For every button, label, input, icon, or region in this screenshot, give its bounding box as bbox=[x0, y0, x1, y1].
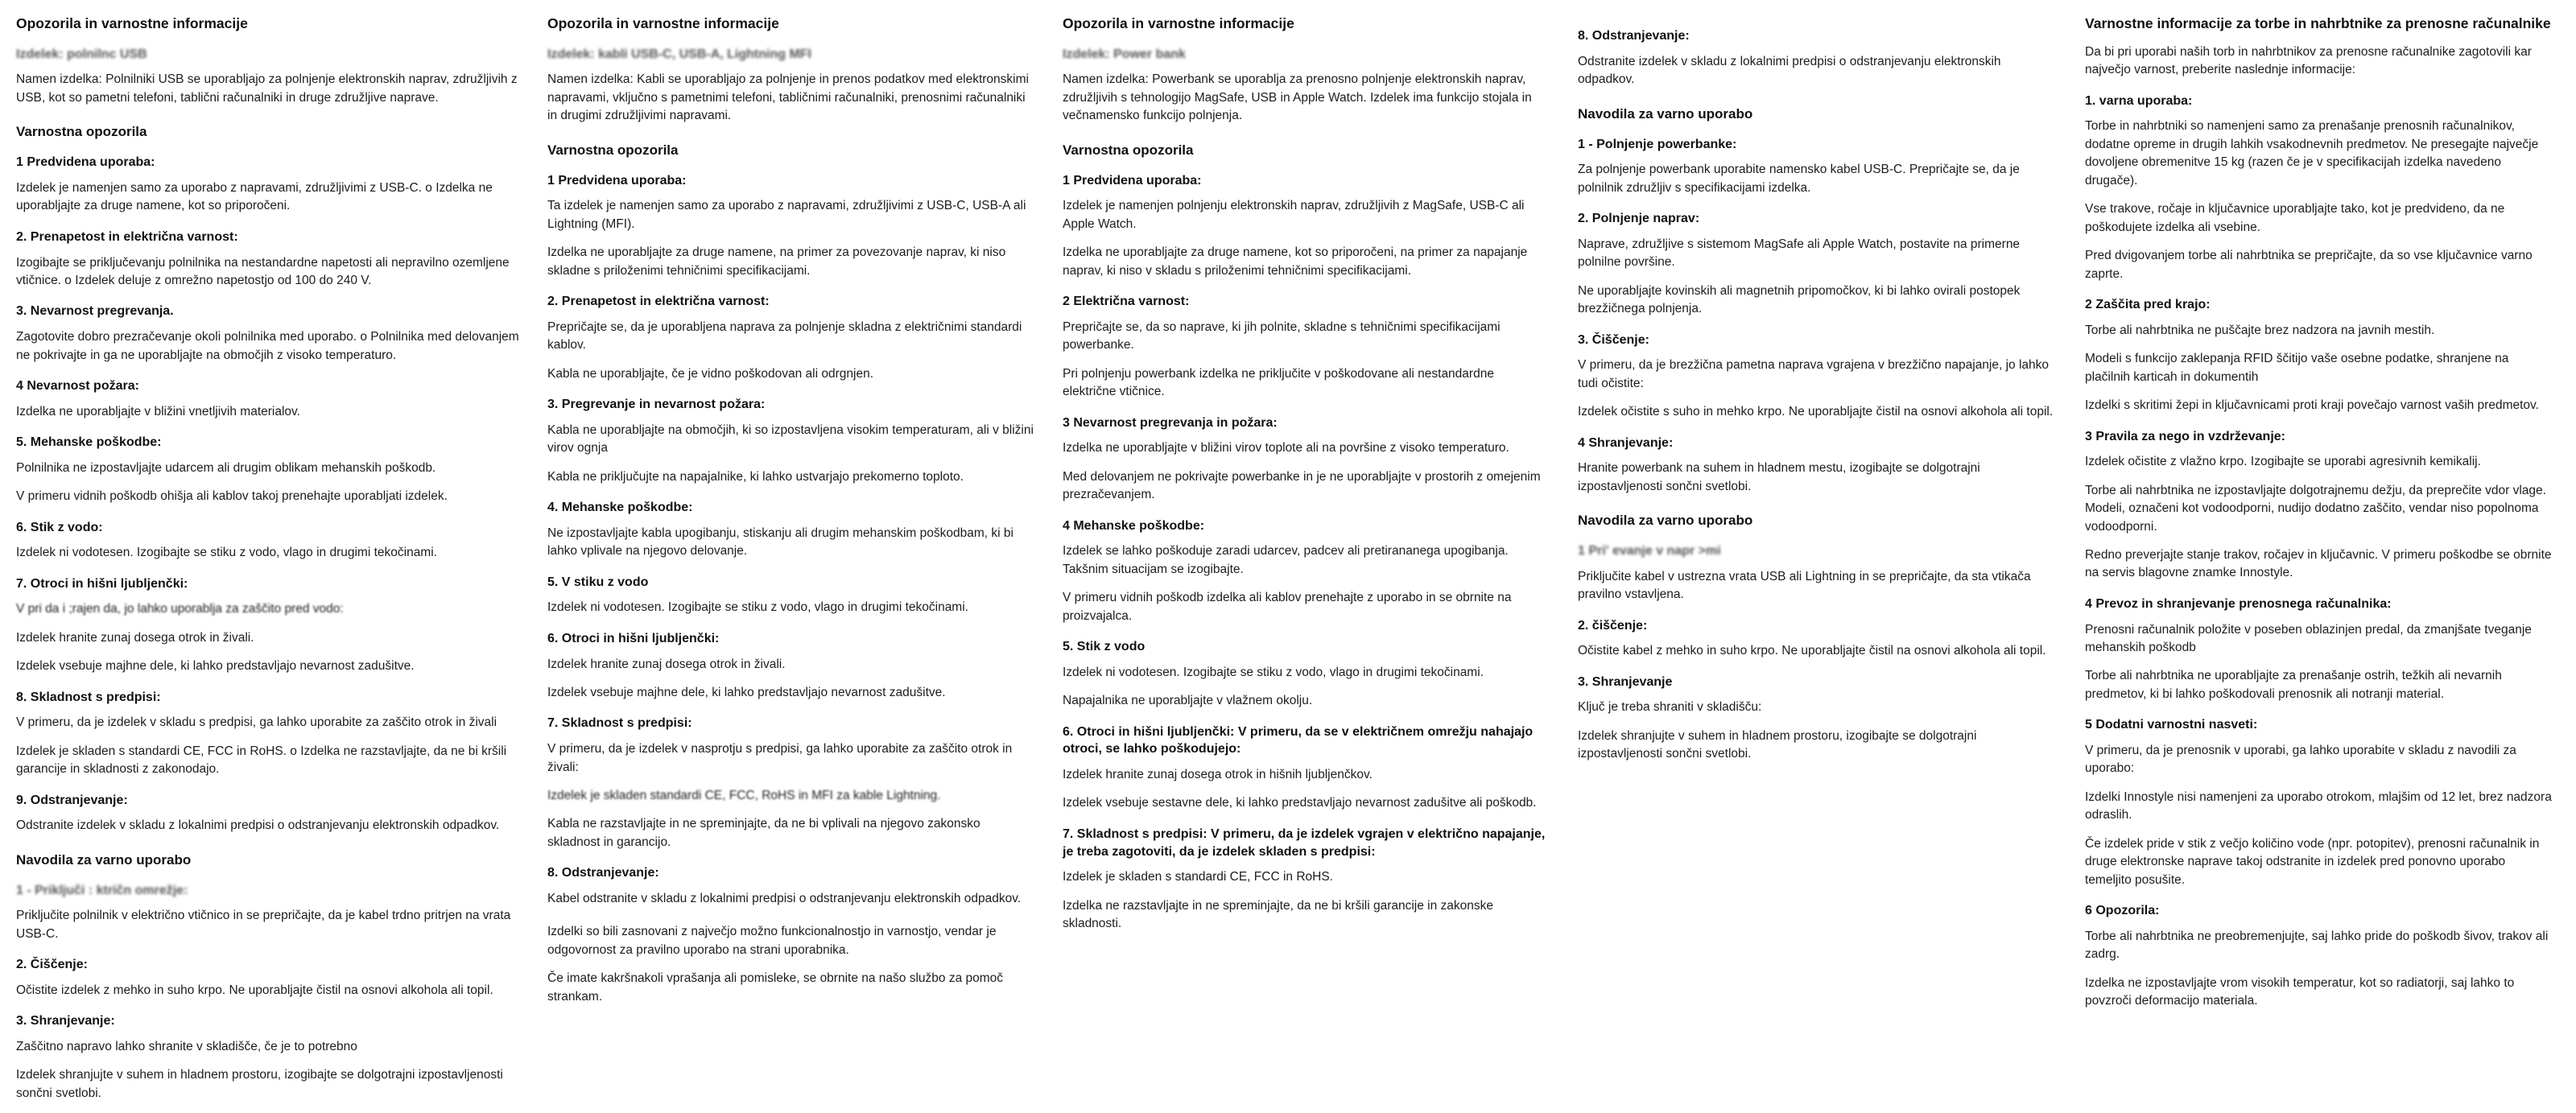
list-item-heading: 2. čiščenje: bbox=[1578, 618, 1648, 633]
redacted-text: V pri da i ;rajen da, jo lahko uporablja za zaščito pred vodo: bbox=[16, 602, 344, 616]
paragraph: Prenosni računalnik položite v poseben oblazinjen predal, da zmanjšate tveganje mehanskih poškodb bbox=[2085, 622, 2532, 654]
paragraph: Izdelek je namenjen polnjenju elektronskih naprav, združljivih z MagSafe, USB-C ali Apple Watch. bbox=[1063, 199, 1525, 231]
list-item-heading: 6. Stik z vodo: bbox=[16, 520, 103, 534]
paragraph: Izdelek je skladen s standardi CE, FCC in RoHS. bbox=[1063, 870, 1333, 884]
paragraph: Napajalnika ne uporabljajte v vlažnem okolju. bbox=[1063, 694, 1313, 708]
paragraph: Torbe ali nahrbtnika ne izpostavljajte dolgotrajnemu dežju, da preprečite vdor vlage. Modeli, označeni kot vodoodporni, nudijo dodatno zaščito, vendar niso popolnoma vodoodporni. bbox=[2085, 483, 2546, 534]
list-item-heading: 1 - Polnjenje powerbanke: bbox=[1578, 137, 1737, 151]
subsection-title: Varnostna opozorila bbox=[16, 124, 147, 140]
list-item-heading: 3. Čiščenje: bbox=[1578, 332, 1649, 347]
redacted-text: 1 Pri' evanje v napr >mi bbox=[1578, 544, 1721, 559]
paragraph: Izdelki so bili zasnovani z največjo možno funkcionalnostjo in varnostjo, vendar je odgovornost za pravilno uporabo na strani uporabnika. bbox=[547, 925, 997, 957]
paragraph: V primeru vidnih poškodb izdelka ali kablov prenehajte z uporabo in se obrnite na proizvajalca. bbox=[1063, 591, 1512, 623]
paragraph: Izdelek hranite zunaj dosega otrok in živali. bbox=[547, 657, 786, 671]
paragraph: Pred dvigovanjem torbe ali nahrbtnika se prepričajte, da so vse ključavnice varno zaprte. bbox=[2085, 249, 2533, 281]
list-item-heading bbox=[1578, 542, 2058, 560]
list-item-heading: 3 Nevarnost pregrevanja in požara: bbox=[1063, 415, 1278, 430]
paragraph: Pri polnjenju powerbank izdelka ne priključite v poškodovane ali nestandardne električne vtičnice. bbox=[1063, 366, 1494, 399]
paragraph: Torbe ali nahrbtnika ne puščajte brez nadzora na javnih mestih. bbox=[2085, 323, 2435, 337]
paragraph bbox=[547, 787, 1035, 805]
list-item-heading: 5 Dodatni varnostni nasveti: bbox=[2085, 718, 2258, 732]
redacted-text: Izdelek: kabli USB-C, USB-A, Lightning MFI bbox=[547, 47, 811, 61]
paragraph: Ta izdelek je namenjen samo za uporabo z napravami, združljivimi z USB-C, USB-A ali Lightning (MFI). bbox=[547, 199, 1026, 231]
paragraph: Izdelek se lahko poškoduje zaradi udarcev, padcev ali pretirananega upogibanja. Takšnim situacijam se izogibajte. bbox=[1063, 544, 1509, 576]
paragraph bbox=[16, 600, 520, 618]
list-item-heading: 5. V stiku z vodo bbox=[547, 575, 649, 589]
subsection-title: Navodila za varno uporabo bbox=[16, 851, 192, 868]
paragraph: Torbe ali nahrbtnika ne uporabljajte za prenašanje ostrih, težkih ali nevarnih predmetov, ki bi lahko poškodovali prenosnik ali notranji material. bbox=[2085, 669, 2502, 701]
subsection-title: Varnostna opozorila bbox=[547, 142, 679, 158]
list-item-heading: 3. Pregrevanje in nevarnost požara: bbox=[547, 398, 766, 412]
paragraph: V primeru, da je prenosnik v uporabi, ga lahko uporabite v skladu z navodili za uporabo: bbox=[2085, 743, 2516, 776]
paragraph: Izdelek shranjujte v suhem in hladnem prostoru, izogibajte se dolgotrajni izpostavljenosti sončni svetlobi. bbox=[16, 1068, 503, 1100]
paragraph: Namen izdelka: Polnilniki USB se uporabljajo za polnjenje elektronskih naprav, združljivih z USB, kot so pametni telefoni, tablični računalniki in druge združljive naprave. bbox=[16, 72, 518, 105]
list-item-heading: 3. Nevarnost pregrevanja. bbox=[16, 304, 174, 319]
paragraph: Ne izpostavljajte kabla upogibanju, stiskanju ali drugim mehanskim poškodbam, ki bi lahko vplivale na njegovo delovanje. bbox=[547, 526, 1013, 559]
paragraph: Izdelka ne uporabljajte v bližini virov toplote ali na površine z visoko temperaturo. bbox=[1063, 441, 1509, 456]
redacted-text: Izdelek je skladen standardi CE, FCC, RoHS in MFI za kable Lightning. bbox=[547, 788, 941, 802]
paragraph: Redno preverjajte stanje trakov, ročajev in ključavnic. V primeru poškodbe se obrnite na servis blagovne znamke Innostyle. bbox=[2085, 547, 2552, 580]
paragraph: Priključite kabel v ustrezna vrata USB ali Lightning in se prepričajte, da sta vtikača pravilno vstavljena. bbox=[1578, 569, 2031, 602]
list-item-heading: 6 Opozorila: bbox=[2085, 904, 2160, 918]
section-title: Opozorila in varnostne informacije bbox=[547, 15, 779, 31]
document-column-disposal-usage bbox=[1578, 14, 2085, 774]
paragraph: Kabla ne priključujte na napajalnike, ki lahko ustvarjajo prekomerno toploto. bbox=[547, 469, 964, 484]
paragraph: Izdelek hranite zunaj dosega otrok in hišnih ljubljenčkov. bbox=[1063, 767, 1373, 781]
list-item-heading: 3 Pravila za nego in vzdrževanje: bbox=[2085, 429, 2285, 443]
paragraph: Odstranite izdelek v skladu z lokalnimi predpisi o odstranjevanju elektronskih odpadkov. bbox=[16, 818, 500, 833]
paragraph: Da bi pri uporabi naših torb in nahrbtnikov za prenosne računalnike zagotovili kar največjo varnost, preberite naslednje informacije: bbox=[2085, 44, 2532, 77]
paragraph: Torbe in nahrbtniki so namenjeni samo za prenašanje prenosnih računalnikov, dodatne opreme in drugih lahkih vsakodnevnih predmetov. Ne presegajte največje dovoljene obremenitve 15 kg (razen če je v specifikacijah izdelka navedeno drugače). bbox=[2085, 119, 2539, 188]
list-item-heading: 8. Odstranjevanje: bbox=[1578, 29, 1690, 43]
list-item-heading: 3. Shranjevanje: bbox=[16, 1014, 115, 1028]
paragraph: Očistite izdelek z mehko in suho krpo. Ne uporabljajte čistil na osnovi alkohola ali topil. bbox=[16, 983, 493, 997]
paragraph: Izdelek ni vodotesen. Izogibajte se stiku z vodo, vlago in drugimi tekočinami. bbox=[1063, 665, 1484, 679]
redacted-text: Izdelek: Power bank bbox=[1063, 47, 1186, 61]
list-item-heading: 7. Skladnost s predpisi: V primeru, da je izdelek vgrajen v električno napajanje, je treba zagotoviti, da je izdelek skladen s predpisi: bbox=[1063, 827, 1546, 859]
paragraph: Izdelek je skladen s standardi CE, FCC in RoHS. o Izdelka ne razstavljajte, da ne bi kršili garancije in skladnosti z zakonodajo. bbox=[16, 744, 507, 777]
list-item-heading bbox=[1063, 46, 1550, 64]
list-item-heading: 5. Mehanske poškodbe: bbox=[16, 435, 162, 450]
paragraph: Izdelka ne uporabljajte za druge namene, kot so priporočeni, na primer za napajanje naprav, ki niso v skladu s priloženimi tehničnimi specifikacijami. bbox=[1063, 245, 1528, 278]
list-item-heading: 8. Odstranjevanje: bbox=[547, 866, 659, 880]
paragraph: Polnilnika ne izpostavljajte udarcem ali drugim oblikam mehanskih poškodb. bbox=[16, 460, 436, 475]
paragraph: Izdelki Innostyle nisi namenjeni za uporabo otrokom, mlajšim od 12 let, brez nadzora odraslih. bbox=[2085, 789, 2552, 822]
list-item-heading: 6. Otroci in hišni ljubljenčki: bbox=[547, 631, 720, 645]
paragraph: V primeru vidnih poškodb ohišja ali kablov takoj prenehajte uporabljati izdelek. bbox=[16, 489, 448, 504]
paragraph: Izdelek ni vodotesen. Izogibajte se stiku z vodo, vlago in drugimi tekočinami. bbox=[16, 546, 437, 560]
list-item-heading: 9. Odstranjevanje: bbox=[16, 793, 128, 807]
document-column-powerbank bbox=[1063, 14, 1578, 944]
list-item-heading: 6. Otroci in hišni ljubljenčki: V primeru, da se v električnem omrežju nahajajo otroci, se lahko poškodujejo: bbox=[1063, 724, 1534, 756]
paragraph: Izdelek ni vodotesen. Izogibajte se stiku z vodo, vlago in drugimi tekočinami. bbox=[547, 600, 968, 615]
list-item-heading: 4 Mehanske poškodbe: bbox=[1063, 518, 1205, 533]
paragraph: Za polnjenje powerbank uporabite namensko kabel USB-C. Prepričajte se, da je polnilnik združljiv s specifikacijami izdelka. bbox=[1578, 163, 2020, 195]
paragraph: Zaščitno napravo lahko shranite v skladišče, če je to potrebno bbox=[16, 1039, 357, 1053]
paragraph: Vse trakove, ročaje in ključavnice uporabljajte tako, kot je predvideno, da ne poškodujete izdelka ali vsebine. bbox=[2085, 202, 2505, 234]
paragraph: V primeru, da je izdelek v skladu s predpisi, ga lahko uporabite za zaščito otrok in živali bbox=[16, 715, 497, 730]
paragraph: Modeli s funkcijo zaklepanja RFID ščitijo vaše osebne podatke, shranjene na plačilnih karticah in dokumentih bbox=[2085, 352, 2509, 384]
list-item-heading: 2. Čiščenje: bbox=[16, 958, 88, 972]
list-item-heading: 7. Skladnost s predpisi: bbox=[547, 716, 692, 731]
document-column-usb-a-lightning bbox=[547, 14, 1063, 1016]
list-item-heading: 4 Prevoz in shranjevanje prenosnega računalnika: bbox=[2085, 596, 2392, 611]
list-item-heading: 2 Električna varnost: bbox=[1063, 295, 1190, 309]
list-item-heading bbox=[547, 46, 1035, 64]
paragraph: Med delovanjem ne pokrivajte powerbanke in je ne uporabljajte v prostorih z omejenim prezračevanjem. bbox=[1063, 469, 1541, 502]
paragraph: Ključ je treba shraniti v skladišču: bbox=[1578, 700, 1762, 715]
paragraph: Torbe ali nahrbtnika ne preobremenjujte, saj lahko pride do poškodb šivov, trakov ali zadrg. bbox=[2085, 929, 2549, 962]
paragraph: Prepričajte se, da so naprave, ki jih polnite, skladne s tehničnimi specifikacijami powerbanke. bbox=[1063, 319, 1501, 352]
list-item-heading: 2. Polnjenje naprav: bbox=[1578, 212, 1700, 226]
list-item-heading bbox=[16, 46, 520, 64]
list-item-heading: 1. varna uporaba: bbox=[2085, 93, 2193, 108]
paragraph: Izdelka ne uporabljajte za druge namene, na primer za povezovanje naprav, ki niso skladne s priloženimi tehničnimi specifikacijami. bbox=[547, 245, 1006, 278]
paragraph: Kabla ne uporabljajte, če je vidno poškodovan ali odrgnjen. bbox=[547, 366, 874, 381]
list-item-heading: 1 Predvidena uporaba: bbox=[1063, 173, 1202, 188]
subsection-title: Varnostna opozorila bbox=[1063, 142, 1194, 158]
paragraph: Izdelek očistite z vlažno krpo. Izogibajte se uporabi agresivnih kemikalij. bbox=[2085, 455, 2481, 469]
list-item-heading: 8. Skladnost s predpisi: bbox=[16, 690, 161, 704]
document-column-usb-cable bbox=[16, 14, 547, 1113]
list-item-heading: 5. Stik z vodo bbox=[1063, 640, 1146, 654]
paragraph: Namen izdelka: Powerbank se uporablja za prenosno polnjenje elektronskih naprav, združljivih s tehnologijo MagSafe, USB in Apple Watch. Izdelek ima funkcijo stojala in večnamensko funkcijo polnjenja. bbox=[1063, 72, 1532, 123]
paragraph: Izdelek shranjujte v suhem in hladnem prostoru, izogibajte se dolgotrajni izpostavljenosti sončni svetlobi. bbox=[1578, 728, 1977, 761]
section-title: Opozorila in varnostne informacije bbox=[1063, 15, 1294, 31]
paragraph: Izdelek vsebuje majhne dele, ki lahko predstavljajo nevarnost zadušitve. bbox=[16, 659, 415, 674]
section-title: Varnostne informacije za torbe in nahrbtnike za prenosne računalnike bbox=[2085, 15, 2551, 31]
list-item-heading bbox=[16, 882, 520, 900]
section-title: Opozorila in varnostne informacije bbox=[16, 15, 248, 31]
list-item-heading: 2. Prenapetost in električna varnost: bbox=[16, 229, 238, 244]
redacted-text: Izdelek: polnilnc USB bbox=[16, 47, 147, 61]
paragraph: Očistite kabel z mehko in suho krpo. Ne uporabljajte čistil na osnovi alkohola ali topil. bbox=[1578, 644, 2046, 658]
paragraph: Če imate kakršnakoli vprašanja ali pomislekе, se obrnite na našo službo za pomoč strankam. bbox=[547, 971, 1004, 1004]
paragraph: Izdelka ne uporabljajte v bližini vnetljivih materialov. bbox=[16, 404, 300, 418]
list-item-heading: 7. Otroci in hišni ljubljenčki: bbox=[16, 576, 188, 591]
paragraph: Ne uporabljajte kovinskih ali magnetnih pripomočkov, ki bi lahko ovirali postopek brezžičnega polnjenja. bbox=[1578, 283, 2021, 316]
list-item-heading: 2. Prenapetost in električna varnost: bbox=[547, 295, 770, 309]
list-item-heading: 3. Shranjevanje bbox=[1578, 674, 1673, 689]
paragraph: Kabla ne uporabljajte na območjih, ki so izpostavljena visokim temperaturam, ali v bližini virov ognja bbox=[547, 423, 1034, 456]
document-column-laptop-bags bbox=[2085, 14, 2560, 1021]
paragraph: Izdelek vsebuje majhne dele, ki lahko predstavljajo nevarnost zadušitve. bbox=[547, 685, 946, 699]
redacted-text: 1 - Priključi : ktričn omrežje: bbox=[16, 883, 188, 897]
paragraph: Odstranite izdelek v skladu z lokalnimi predpisi o odstranjevanju elektronskih odpadkov. bbox=[1578, 54, 2001, 87]
list-item-heading: 1 Predvidena uporaba: bbox=[547, 173, 687, 188]
paragraph: Izdelka ne razstavljajte in ne spreminjajte, da ne bi kršili garancije in zakonske skladnosti. bbox=[1063, 898, 1494, 931]
list-item-heading: 4 Nevarnost požara: bbox=[16, 378, 139, 393]
paragraph: Izdelek je namenjen samo za uporabo z napravami, združljivimi z USB-C. o Izdelka ne uporabljajte za druge namene, kot so priporočeni. bbox=[16, 180, 493, 213]
list-item-heading: 4. Mehanske poškodbe: bbox=[547, 501, 693, 515]
list-item-heading: 2 Zaščita pred krajo: bbox=[2085, 298, 2211, 312]
paragraph: Hranite powerbank na suhem in hladnem mestu, izogibajte se dolgotrajni izpostavljenosti sončni svetlobi. bbox=[1578, 461, 1980, 493]
paragraph: Izdelka ne izpostavljajte vrom visokih temperatur, kot so radiatorji, saj lahko to povzroči deformacijo materiala. bbox=[2085, 975, 2515, 1008]
paragraph: Izdelki s skritimi žepi in ključavnicami proti kraji povečajo varnost vaših predmetov. bbox=[2085, 398, 2539, 413]
paragraph: Priključite polnilnik v električno vtičnico in se prepričajte, da je kabel trdno pritrjen na vrata USB-C. bbox=[16, 909, 511, 941]
list-item-heading: 4 Shranjevanje: bbox=[1578, 435, 1674, 450]
paragraph: Izdelek vsebuje sestavne dele, ki lahko predstavljajo nevarnost zadušitve ali poškodb. bbox=[1063, 796, 1537, 810]
paragraph: Kabel odstranite v skladu z lokalnimi predpisi o odstranjevanju elektronskih odpadkov. bbox=[547, 891, 1022, 905]
list-item-heading: 1 Predvidena uporaba: bbox=[16, 155, 155, 170]
paragraph: Naprave, združljive s sistemom MagSafe ali Apple Watch, postavite na primerne polnilne površine. bbox=[1578, 237, 2021, 270]
paragraph: V primeru, da je brezžična pametna naprava vgrajena v brezžično napajanje, jo lahko tudi očistite: bbox=[1578, 358, 2050, 390]
paragraph: Prepričajte se, da je uporabljena naprava za polnjenje skladna z električnimi standardi kablov. bbox=[547, 319, 1022, 352]
paragraph: Če izdelek pride v stik z večjo količino vode (npr. potopitev), prenosni računalnik in druge elektronske naprave takoj odstranite in izdelek pred ponovno uporabo temeljito posušite. bbox=[2085, 836, 2540, 887]
paragraph: Zagotovite dobro prezračevanje okoli polnilnika med uporabo. o Polnilnika med delovanjem ne pokrivajte in ga ne uporabljajte na območjih z visoko temperaturo. bbox=[16, 330, 519, 362]
paragraph: V primeru, da je izdelek v nasprotju s predpisi, ga lahko uporabite za zaščito otrok in živali: bbox=[547, 742, 1013, 774]
paragraph: Kabla ne razstavljajte in ne spreminjajte, da ne bi vplivali na njegovo zakonsko skladnost in garancijo. bbox=[547, 817, 980, 849]
paragraph: Namen izdelka: Kabli se uporabljajo za polnjenje in prenos podatkov med elektronskimi napravami, vključno s pametnimi telefoni, tabličnimi računalniki, prenosnimi računalniki in drugimi združljivimi napravami. bbox=[547, 72, 1029, 123]
subsection-title: Navodila za varno uporabo bbox=[1578, 513, 1753, 529]
paragraph: Izdelek očistite s suho in mehko krpo. Ne uporabljajte čistil na osnovi alkohola ali topil. bbox=[1578, 405, 2054, 419]
subsection-title: Navodila za varno uporabo bbox=[1578, 105, 1753, 122]
paragraph: Izogibajte se priključevanju polnilnika na nestandardne napetosti ali nepravilno ozemljene vtičnice. o Izdelek deluje z omrežno napetostjo od 100 do 240 V. bbox=[16, 255, 510, 287]
paragraph: Izdelek hranite zunaj dosega otrok in živali. bbox=[16, 630, 254, 645]
